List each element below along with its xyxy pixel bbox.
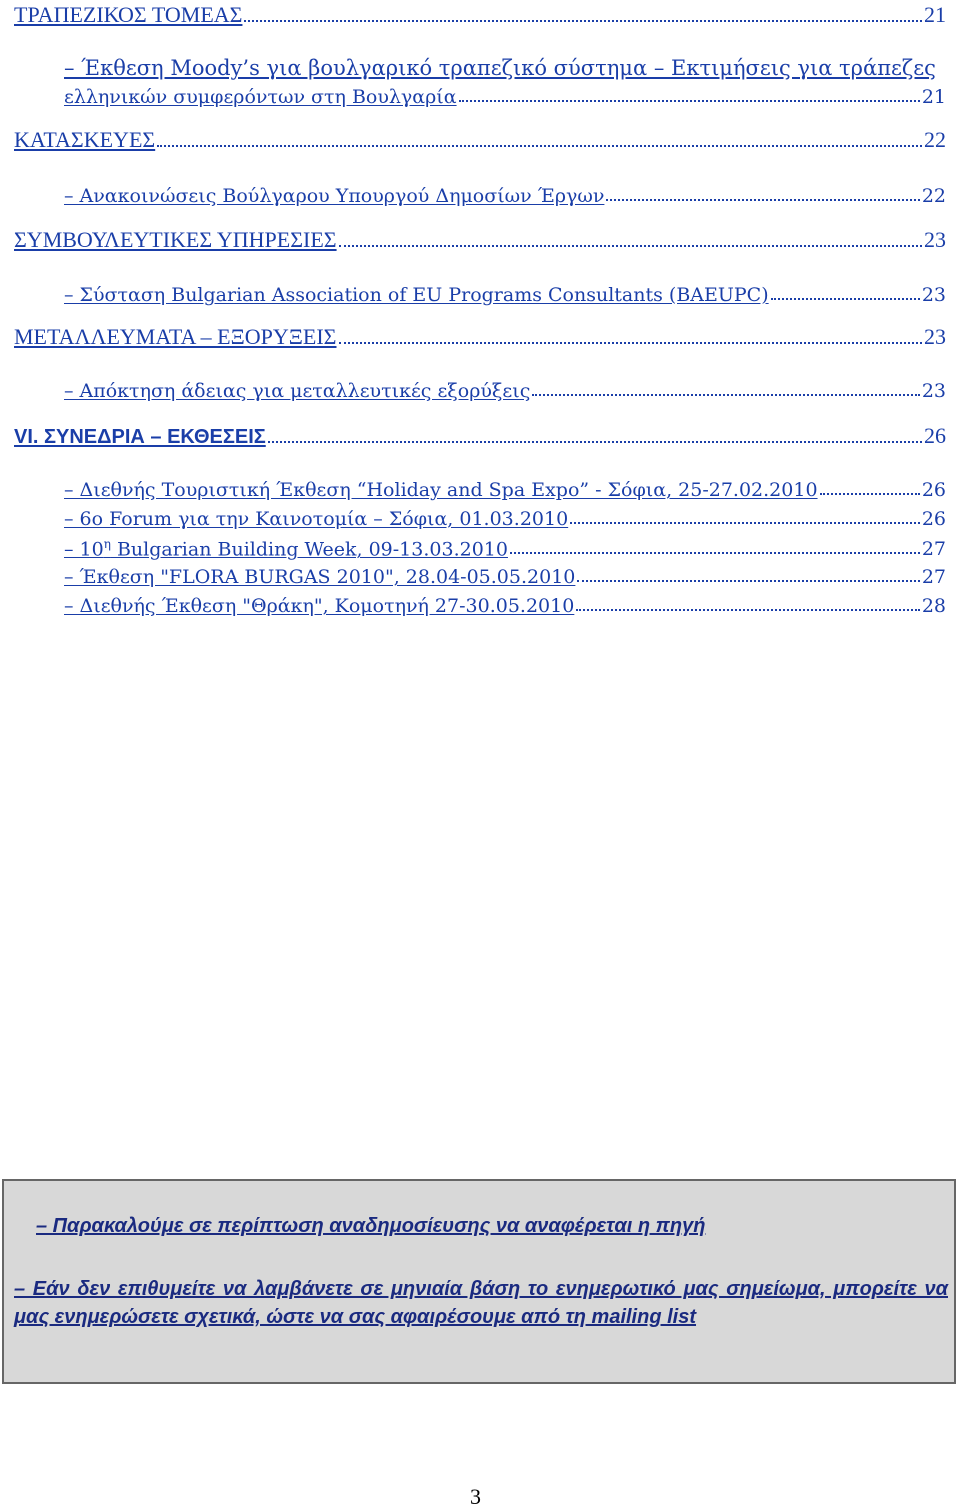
toc-page-number: 23	[924, 324, 946, 349]
dot-leader	[459, 100, 920, 102]
toc-entry-text: – 6ο Forum για την Καινοτομία – Σόφια, 01.03.2010	[64, 508, 569, 530]
toc-entry-banking[interactable]	[14, 2, 946, 28]
toc-entry-text: – Έκθεση "FLORA BURGAS 2010", 28.04-05.05.2010	[64, 566, 576, 588]
dot-leader	[532, 394, 919, 396]
toc-entry-thraki[interactable]	[64, 595, 946, 617]
dot-leader	[244, 20, 922, 22]
toc-page-number: 28	[921, 595, 946, 617]
notice-unsubscribe-text: – Εάν δεν επιθυμείτε να λαμβάνετε σε μηνιαία βάση το ενημερωτικό μας σημείωμα, μπορείτε να μας ενημερώσετε σχετικά, ώστε να σας αφαιρέσουμε από τη mailing list	[14, 1278, 948, 1328]
dot-leader	[339, 245, 922, 247]
toc-entry-text: ΜΕΤΑΛΛΕΥΜΑΤΑ – ΕΞΟΡΥΞΕΙΣ	[14, 324, 337, 349]
toc-entry-text: ΚΑΤΑΣΚΕΥΕΣ	[14, 127, 156, 152]
toc-entry-text: – Διεθνής Τουριστική Έκθεση “Holiday and Spa Expo” - Σόφια, 25-27.02.2010	[64, 479, 818, 501]
dot-leader	[577, 580, 919, 582]
notice-source-text: – Παρακαλούμε σε περίπτωση αναδημοσίευσης να αναφέρεται η πηγή	[36, 1215, 706, 1237]
dot-leader	[820, 493, 920, 495]
toc-entry-moodys-line2[interactable]	[64, 86, 946, 108]
toc-entry-text: – Ανακοινώσεις Βούλγαρου Υπουργού Δημοσίων Έργων	[64, 185, 605, 207]
dot-leader	[157, 145, 922, 147]
toc-entry-text: ΤΡΑΠΕΖΙΚΟΣ ΤΟΜΕΑΣ	[14, 2, 243, 27]
toc-entry-text-line1: – Έκθεση Moody’s για βουλγαρικό τραπεζικό σύστημα – Εκτιμήσεις για τράπεζες	[64, 56, 936, 80]
toc-entry-innovation-forum[interactable]	[64, 508, 946, 530]
toc-entry-text: VI. ΣΥΝΕΔΡΙΑ – ΕΚΘΕΣΕΙΣ	[14, 426, 266, 448]
toc-page-number: 21	[924, 2, 946, 27]
dot-leader	[606, 199, 919, 201]
toc-page-number: 22	[921, 185, 946, 207]
toc-entry-text: – Διεθνής Έκθεση "Θράκη", Κομοτηνή 27-30.05.2010	[64, 595, 575, 617]
toc-entry-conferences[interactable]	[14, 423, 946, 449]
toc-entry-text: – $10^\eta$ Bulgarian Building Week, 09-13.03.2010	[64, 537, 508, 561]
toc-entry-mining-license[interactable]	[64, 380, 946, 402]
toc-page-number: 27	[921, 566, 946, 588]
toc-entry-construction[interactable]	[14, 127, 946, 153]
toc-entry-text: – Απόκτηση άδειας για μεταλλευτικές εξορύξεις	[64, 380, 531, 402]
dot-leader	[576, 609, 919, 611]
toc-page-number: 26	[924, 423, 946, 448]
toc-entry-text: – Σύσταση Bulgarian Association of EU Programs Consultants (BAEUPC)	[64, 284, 769, 306]
toc-entry-baeupc[interactable]	[64, 284, 946, 306]
toc-page-number: 27	[921, 538, 946, 561]
toc-entry-flora-burgas[interactable]	[64, 566, 946, 588]
dot-leader	[339, 342, 923, 344]
notice-box	[2, 1179, 956, 1384]
toc-page-number: 23	[921, 284, 946, 306]
dot-leader	[510, 552, 920, 554]
toc-entry-ministry[interactable]	[64, 185, 946, 207]
toc-page-number: 26	[921, 508, 946, 530]
toc-page-number: 22	[924, 127, 946, 152]
dot-leader	[771, 298, 920, 300]
toc-entry-consulting[interactable]	[14, 227, 946, 253]
dot-leader	[570, 522, 920, 524]
toc-page-number: 21	[921, 86, 946, 108]
toc-entry-mining[interactable]	[14, 324, 946, 350]
toc-entry-holiday-spa[interactable]	[64, 479, 946, 501]
page-number: 3	[470, 1484, 481, 1509]
dot-leader	[268, 441, 922, 443]
toc-entry-text-line2: ελληνικών συμφερόντων στη Βουλγαρία	[64, 86, 457, 108]
toc-page-number: 26	[921, 479, 946, 501]
toc-page-number: 23	[924, 227, 946, 252]
toc-entry-building-week[interactable]	[64, 537, 946, 560]
toc-entry-text: ΣΥΜΒΟΥΛΕΥΤΙΚΕΣ ΥΠΗΡΕΣΙΕΣ	[14, 227, 337, 252]
toc-page-number: 23	[921, 380, 946, 402]
